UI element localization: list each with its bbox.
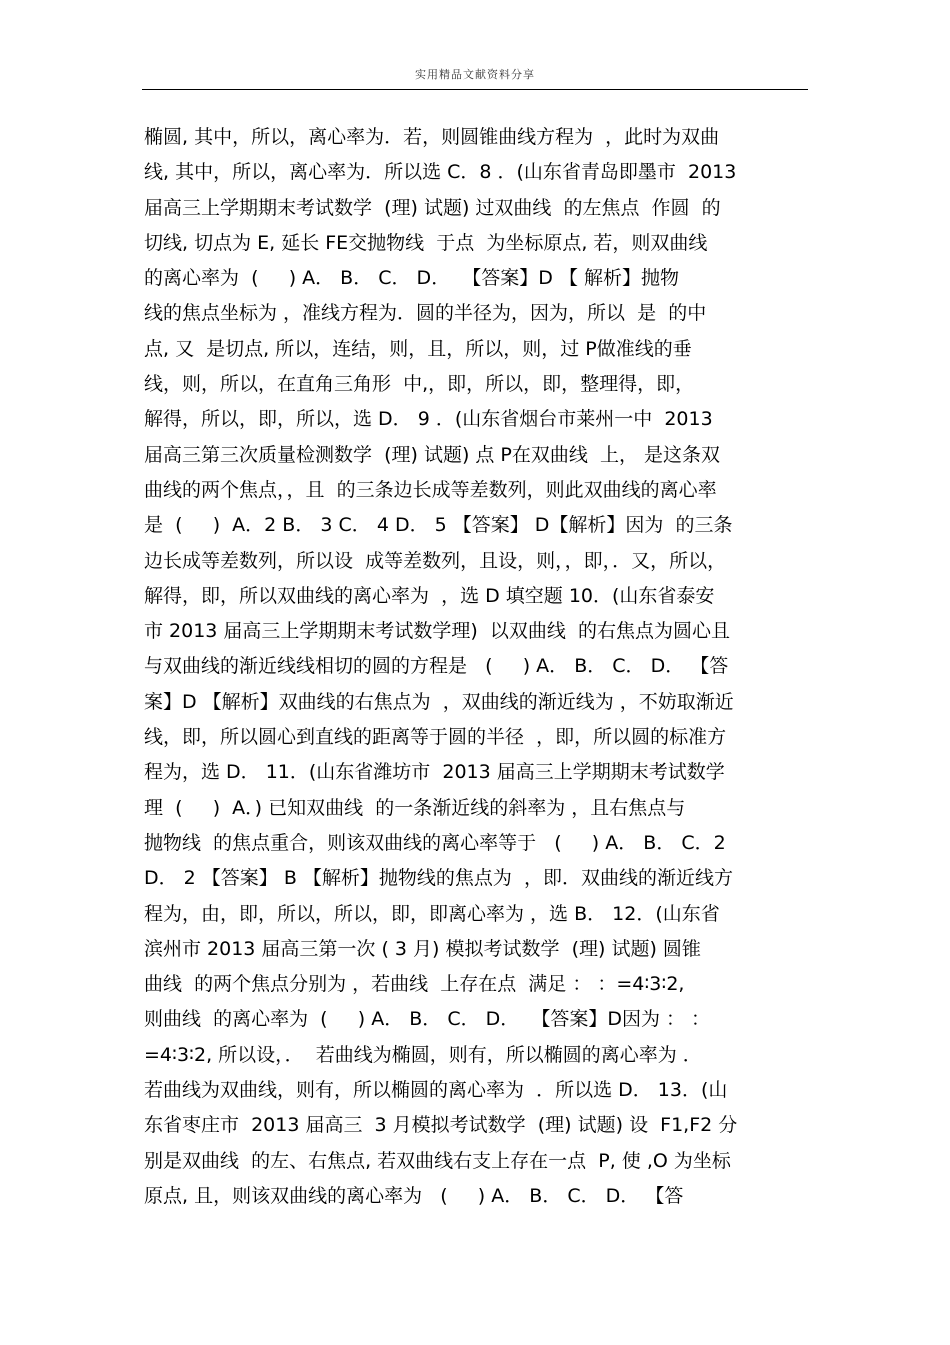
header-divider <box>142 89 808 90</box>
text-line: 点, 又 是切点, 所以，连结，则，且，所以，则，过 P做准线的垂 <box>144 337 692 360</box>
text-line: 是 ( ) A．2 B． 3 C． 4 D． 5 【答案】 D【解析】因为 的三条 <box>144 514 733 537</box>
document-body <box>144 120 812 1214</box>
text-line: 与双曲线的渐近线线相切的圆的方程是 ( ) A． B． C． D． 【答 <box>144 655 729 678</box>
text-line: 的离心率为 ( ) A． B． C． D． 【答案】D 【 解析】抛物 <box>144 267 679 290</box>
text-line: 边长成等差数列，所以设 成等差数列，且设，则，，即，．又，所以， <box>144 549 727 572</box>
text-line: 曲线 的两个焦点分别为 ，若曲线 上存在点 满足 ： ：=4∶3∶2, <box>144 973 685 996</box>
text-line: 抛物线 的焦点重合，则该双曲线的离心率等于 ( ) A． B． C．2 <box>144 831 726 854</box>
text-line: 若曲线为双曲线，则有，所以椭圆的离心率为 ．所以选 D． 13．(山 <box>144 1079 728 1102</box>
text-line: D． 2 【答案】 B 【解析】抛物线的焦点为 ，即．双曲线的渐近线方 <box>144 867 733 890</box>
text-line: 解得，所以，即，所以，选 D． 9 ．(山东省烟台市莱州一中 2013 <box>144 408 713 431</box>
text-line: 解得，即，所以双曲线的离心率为 ，选 D 填空题 10．(山东省泰安 <box>144 584 715 607</box>
text-line: 滨州市 2013 届高三第一次 ( 3 月) 模拟考试数学 (理) 试题) 圆锥 <box>144 937 701 960</box>
text-line: 曲线的两个焦点，，且 的三条边长成等差数列，则此双曲线的离心率 <box>144 478 717 501</box>
text-line: 东省枣庄市 2013 届高三 3 月模拟考试数学 (理) 试题) 设 F1,F2 分 <box>144 1114 738 1137</box>
text-line: 线，则，所以，在直角三角形 中,，即，所以，即，整理得，即， <box>144 373 695 396</box>
text-line: 程为，由，即，所以，所以，即，即离心率为 ，选 B． 12．(山东省 <box>144 902 720 925</box>
text-line: =4∶3∶2, 所以设，． 若曲线为椭圆，则有，所以椭圆的离心率为 ． <box>144 1043 702 1066</box>
text-line: 线，即，所以圆心到直线的距离等于圆的半径 ，即，所以圆的标准方 <box>144 726 727 749</box>
text-line: 线, 其中，所以，离心率为．所以选 C．8 ．(山东省青岛即墨市 2013 <box>144 161 737 184</box>
text-line: 届高三上学期期末考试数学 (理) 试题) 过双曲线 的左焦点 作圆 的 <box>144 196 721 219</box>
text-line: 切线, 切点为 E, 延长 FE交抛物线 于点 为坐标原点, 若，则双曲线 <box>144 231 708 254</box>
text-line: 则曲线 的离心率为 ( ) A． B． C． D． 【答案】D因为 ： ： <box>144 1008 711 1031</box>
text-line: 程为，选 D． 11．(山东省潍坊市 2013 届高三上学期期末考试数学 <box>144 761 725 784</box>
text-line: 椭圆, 其中，所以，离心率为．若，则圆锥曲线方程为 ，此时为双曲 <box>144 126 720 148</box>
text-line: 原点, 且，则该双曲线的离心率为 ( ) A． B． C． D． 【答 <box>144 1184 684 1207</box>
page-header: 实用精品文献资料分享 <box>415 68 535 81</box>
text-line: 市 2013 届高三上学期期末考试数学理) 以双曲线 的右焦点为圆心且 <box>144 620 731 643</box>
text-line: 届高三第三次质量检测数学 (理) 试题) 点 P在双曲线 上， 是这条双 <box>144 443 721 466</box>
text-line: 线的焦点坐标为 ，准线方程为．圆的半径为，因为，所以 是 的中 <box>144 302 707 325</box>
text-line: 理 ( ) A．) 已知双曲线 的一条渐近线的斜率为 ，且右焦点与 <box>144 796 686 819</box>
text-line: 案】D 【解析】双曲线的右焦点为 ，双曲线的渐近线为 ，不妨取渐近 <box>144 690 734 713</box>
text-line: 别是双曲线 的左、右焦点, 若双曲线右支上存在一点 P, 使 ,O 为坐标 <box>144 1149 731 1172</box>
